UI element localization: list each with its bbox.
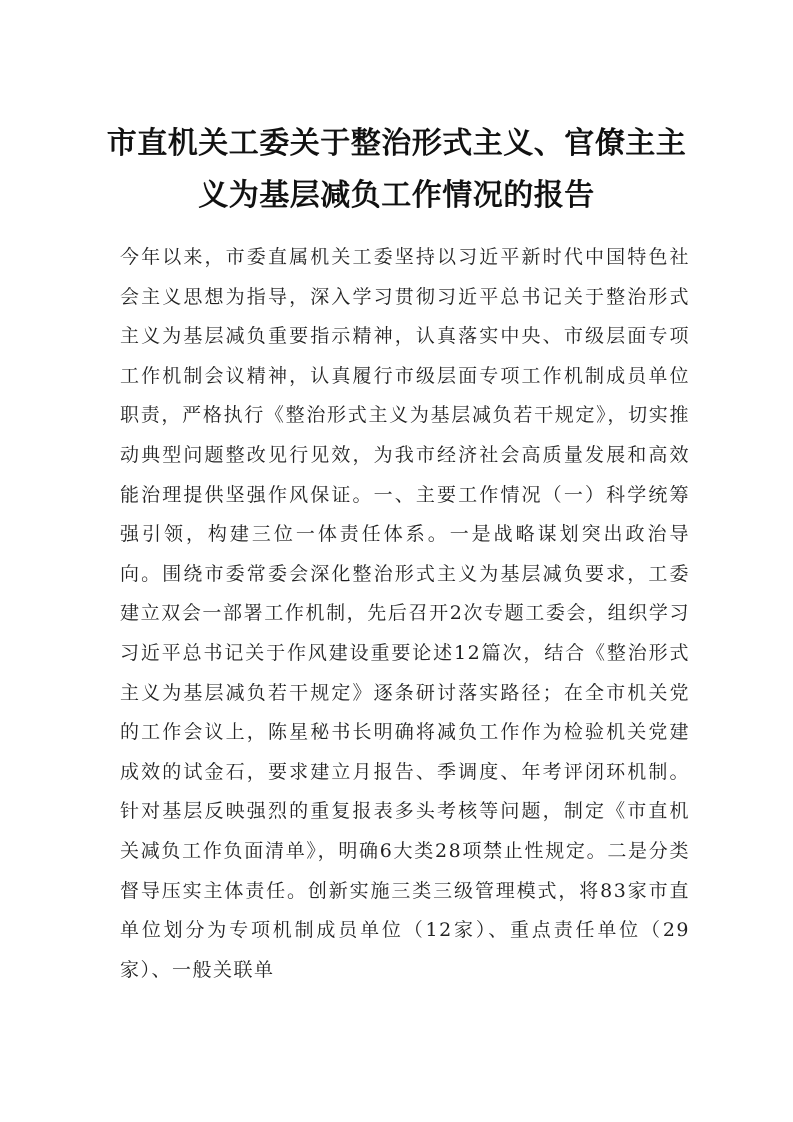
document-body-paragraph: 今年以来，市委直属机关工委坚持以习近平新时代中国特色社会主义思想为指导，深入学习贯彻习近平总书记关于整治形式主义为基层减负重要指示精神，认真落实中央、市级层面专项工作机制会议精神，认真履行市级层面专项工作机制成员单位职责，严格执行《整治形式主义为基层减负若干规定》，切实推动典型问题整改见行见效，为我市经济社会高质量发展和高效能治理提供坚强作风保证。一、主要工作情况（一）科学统筹强引领，构建三位一体责任体系。一是战略谋划突出政治导向。围绕市委常委会深化整治形式主义为基层减负要求，工委建立双会一部署工作机制，先后召开2次专题工委会，组织学习习近平总书记关于作风建设重要论述12篇次，结合《整治形式主义为基层减负若干规定》逐条研讨落实路径；在全市机关党的工作会议上，陈星秘书长明确将减负工作作为检验机关党建成效的试金石，要求建立月报告、季调度、年考评闭环机制。针对基层反映强烈的重复报表多头考核等问题，制定《市直机关减负工作负面清单》，明确6大类28项禁止性规定。二是分类督导压实主体责任。创新实施三类三级管理模式，将83家市直单位划分为专项机制成员单位（12家）、重点责任单位（29家）、一般关联单 xyxy=(120,246,690,981)
document-title: 市直机关工委关于整治形式主义、官僚主主义为基层减负工作情况的报告 xyxy=(106,126,687,213)
